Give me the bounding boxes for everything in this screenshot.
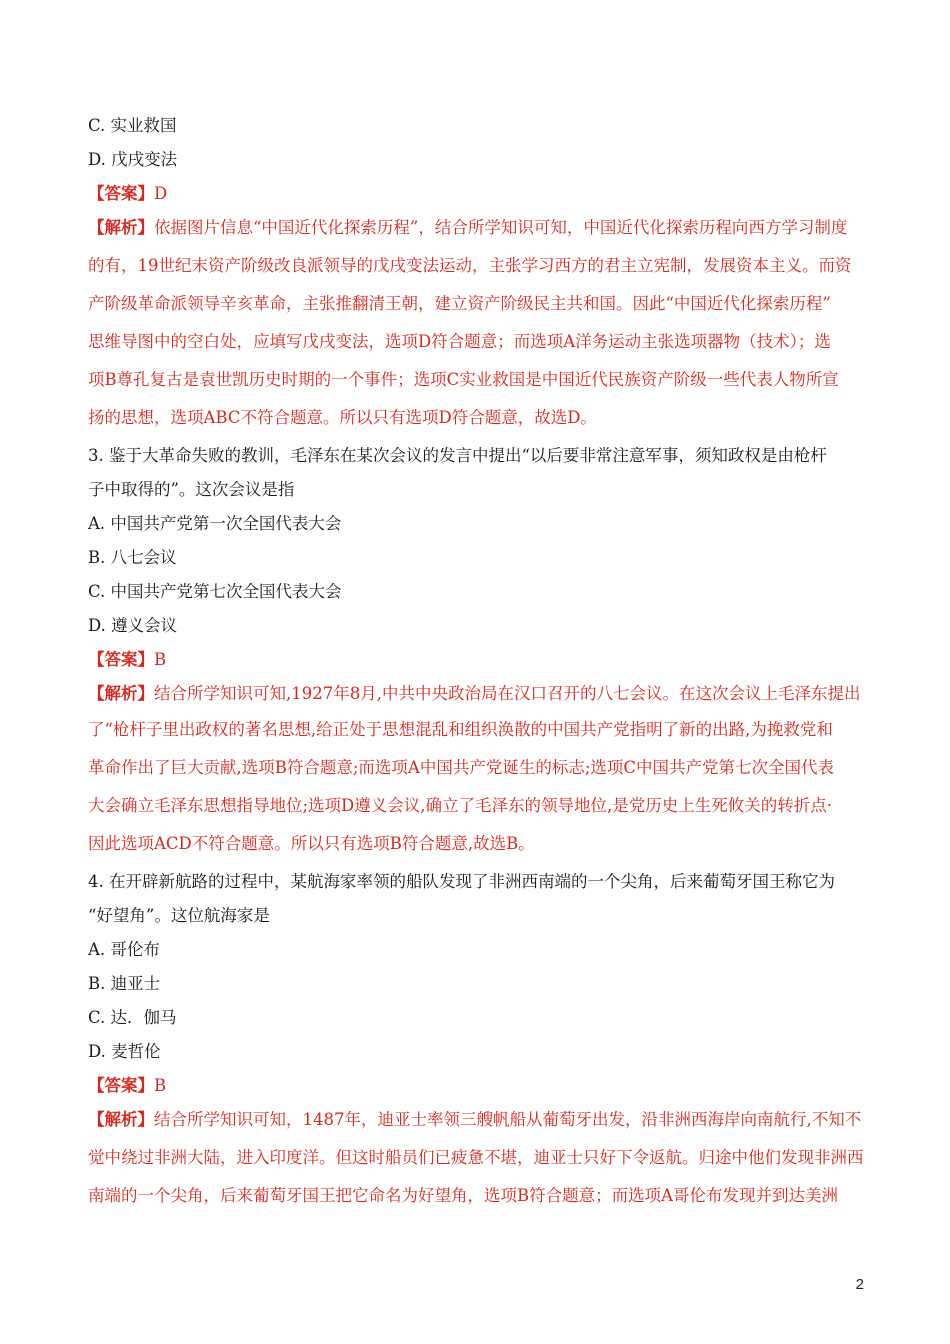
q3-analysis-line-2: 了“枪杆子里出政权的著名思想,给正处于思想混乱和组织涣散的中国共产党指明了新的出路,为挽救党和 — [88, 720, 833, 739]
answer-tag: 【答案】 — [88, 650, 154, 669]
answer-value: B — [154, 1076, 167, 1095]
q3-option-d: D. 遵义会议 — [88, 616, 178, 635]
q3-option-a: A. 中国共产党第一次全国代表大会 — [88, 514, 342, 533]
answer-tag: 【答案】 — [88, 1076, 154, 1095]
q2-analysis-line-1 — [88, 216, 868, 240]
answer-value: B — [154, 650, 167, 669]
q3-option-b: B. 八七会议 — [88, 548, 177, 567]
q3-analysis-line-1 — [88, 682, 868, 706]
analysis-text: 结合所学知识可知,1927年8月,中共中央政治局在汉口召开的八七会议。在这次会议上毛泽东提出 — [154, 684, 861, 703]
q2-option-c: C. 实业救国 — [88, 116, 177, 135]
analysis-text: 结合所学知识可知，1487年，迪亚士率领三艘帆船从葡萄牙出发，沿非洲西海岸向南航行,不知不 — [154, 1110, 862, 1129]
page-number: 2 — [855, 1276, 864, 1293]
q4-option-c: C. 达．伽马 — [88, 1008, 177, 1027]
q2-analysis-line-4: 思维导图中的空白处，应填写戊戌变法，选项D符合题意；而选项A洋务运动主张选项器物（技术）；选 — [88, 332, 831, 351]
q4-analysis-line-2: 觉中绕过非洲大陆，进入印度洋。但这时船员们已疲惫不堪，迪亚士只好下令返航。归途中他们发现非洲西 — [88, 1148, 864, 1167]
q2-analysis-line-5: 项B尊孔复古是袁世凯历史时期的一个事件；选项C实业救国是中国近代民族资产阶级一些代表人物所宣 — [88, 370, 839, 389]
q3-answer — [88, 648, 868, 672]
q4-stem-line-1: 4. 在开辟新航路的过程中，某航海家率领的船队发现了非洲西南端的一个尖角，后来葡萄牙国王称它为 — [88, 872, 835, 891]
q3-analysis-line-5: 因此选项ACD不符合题意。所以只有选项B符合题意,故选B。 — [88, 834, 535, 853]
q2-analysis-line-2: 的有，19世纪末资产阶级改良派领导的戊戌变法运动，主张学习西方的君主立宪制，发展资本主义。而资 — [88, 256, 852, 275]
q2-analysis-line-3: 产阶级革命派领导辛亥革命，主张推翻清王朝，建立资产阶级民主共和国。因此“中国近代化探索历程” — [88, 294, 831, 313]
q4-stem-line-2: “好望角”。这位航海家是 — [88, 906, 270, 925]
q4-option-a: A. 哥伦布 — [88, 940, 160, 959]
q4-analysis-line-1 — [88, 1108, 868, 1132]
q3-analysis-line-4: 大会确立毛泽东思想指导地位;选项D遵义会议,确立了毛泽东的领导地位,是党历史上生死攸关的转折点· — [88, 796, 833, 815]
q2-analysis-line-6: 扬的思想，选项ABC不符合题意。所以只有选项D符合题意，故选D。 — [88, 408, 597, 427]
q2-answer — [88, 182, 868, 206]
q3-stem-line-1: 3. 鉴于大革命失败的教训，毛泽东在某次会议的发言中提出“以后要非常注意军事，须知政权是由枪杆 — [88, 446, 827, 465]
q3-analysis-line-3: 革命作出了巨大贡献,选项B符合题意;而选项A中国共产党诞生的标志;选项C中国共产党第七次全国代表 — [88, 758, 835, 777]
q4-option-b: B. 迪亚士 — [88, 974, 161, 993]
q4-option-d: D. 麦哲伦 — [88, 1042, 161, 1061]
q2-option-d: D. 戊戌变法 — [88, 150, 178, 169]
q3-stem-line-2: 子中取得的”。这次会议是指 — [88, 480, 295, 499]
analysis-tag: 【解析】 — [88, 218, 154, 237]
q4-analysis-line-3: 南端的一个尖角，后来葡萄牙国王把它命名为好望角，选项B符合题意；而选项A哥伦布发现并到达美洲 — [88, 1186, 839, 1205]
answer-tag: 【答案】 — [88, 184, 154, 203]
answer-value: D — [154, 184, 168, 203]
q4-answer — [88, 1074, 868, 1098]
analysis-tag: 【解析】 — [88, 684, 154, 703]
q3-option-c: C. 中国共产党第七次全国代表大会 — [88, 582, 342, 601]
analysis-tag: 【解析】 — [88, 1110, 154, 1129]
analysis-text: 依据图片信息“中国近代化探索历程”，结合所学知识可知，中国近代化探索历程向西方学习制度 — [154, 218, 848, 237]
